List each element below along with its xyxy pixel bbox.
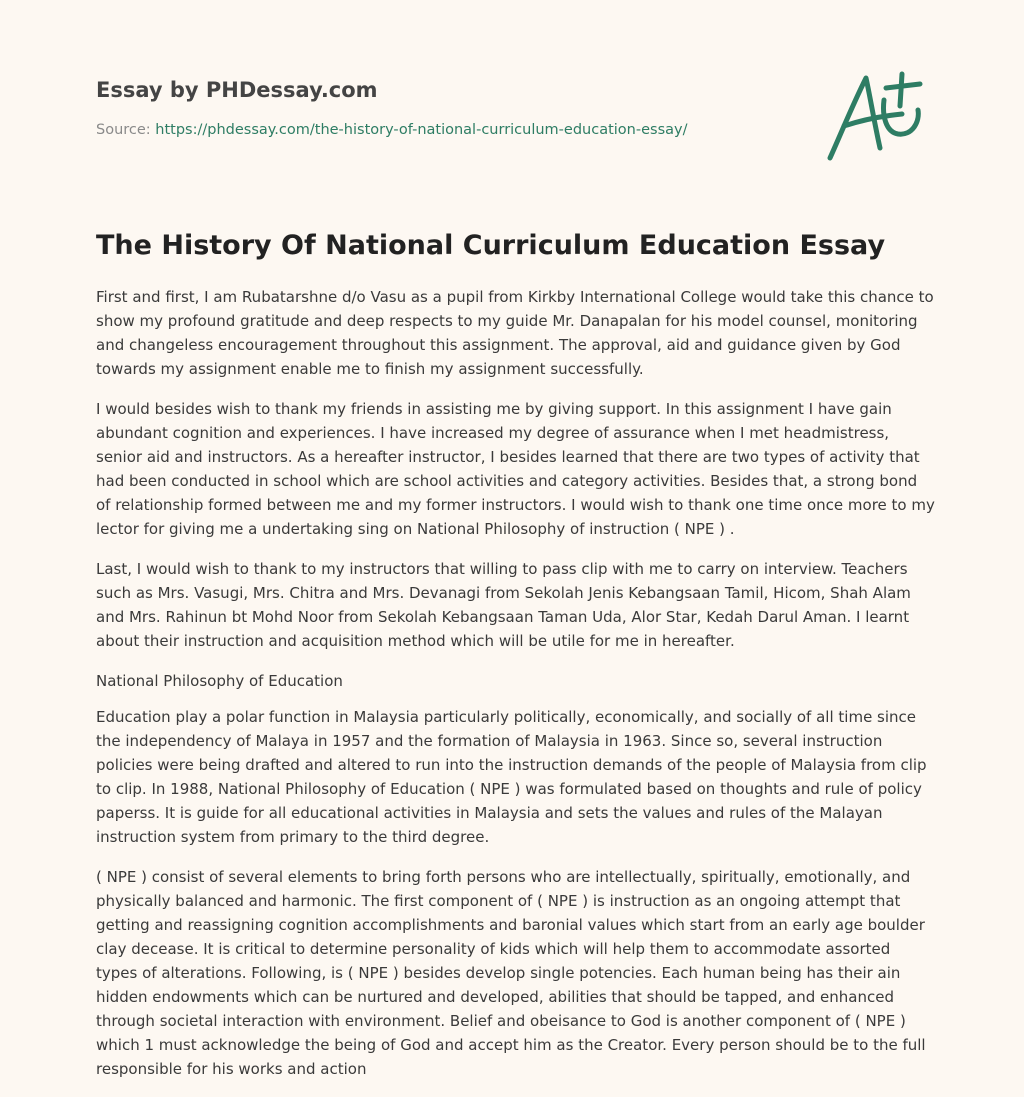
source-label: Source: xyxy=(96,122,151,138)
brand-title: Essay by PHDessay.com xyxy=(96,78,378,102)
essay-body xyxy=(96,285,936,1097)
paragraph: Last, I would wish to thank to my instructors that willing to pass clip with me to carry on interview. Teachers such as Mrs. Vasugi, Mrs. Chitra and Mrs. Devanagi from Sekolah Jenis Kebangsaan Tamil, Hicom, Shah Alam and Mrs. Rahinun bt Mohd Noor from Sekolah Kebangsaan Taman Uda, Alor Star, Kedah Darul Aman. I learnt about their instruction and acquisition method which will be utile for me in hereafter. xyxy=(96,560,911,650)
a-plus-logo-icon xyxy=(822,66,926,164)
paragraph: First and first, I am Rubatarshne d/o Vasu as a pupil from Kirkby International College would take this chance to show my profound gratitude and deep respects to my guide Mr. Danapalan for his model counsel, monitoring and changeless encouragement throughout this assignment. The approval, aid and guidance given by God towards my assignment enable me to finish my assignment successfully. xyxy=(96,288,934,378)
essay-title: The History Of National Curriculum Education Essay xyxy=(96,230,886,261)
section-heading: National Philosophy of Education xyxy=(96,672,343,690)
source-line xyxy=(96,122,936,138)
paragraph: Education play a polar function in Malaysia particularly politically, economically, and socially of all time since the independency of Malaya in 1957 and the formation of Malaysia in 1963. Since so, several instruction policies were being drafted and altered to run into the instruction demands of the people of Malaysia from clip to clip. In 1988, National Philosophy of Education ( NPE ) was formulated based on thoughts and rule of policy paperss. It is guide for all educational activities in Malaysia and sets the values and rules of the Malayan instruction system from primary to the third degree. xyxy=(96,708,927,846)
paragraph: ( NPE ) consist of several elements to bring forth persons who are intellectually, spiritually, emotionally, and physically balanced and harmonic. The first component of ( NPE ) is instruction as an ongoing attempt that getting and reassigning cognition accomplishments and baronial values which start from an early age boulder clay decease. It is critical to determine personality of kids which will help them to accommodate assorted types of alterations. Following, is ( NPE ) besides develop single potencies. Each human being has their ain hidden endowments which can be nurtured and developed, abilities that should be tapped, and enhanced through societal interaction with environment. Belief and obeisance to God is another component of ( NPE ) which 1 must acknowledge the being of God and accept him as the Creator. Every person should be to the full responsible for his works and action xyxy=(96,868,926,1078)
site-header xyxy=(96,72,936,138)
source-link[interactable]: https://phdessay.com/the-history-of-national-curriculum-education-essay/ xyxy=(155,122,688,138)
paragraph: I would besides wish to thank my friends in assisting me by giving support. In this assignment I have gain abundant cognition and experiences. I have increased my degree of assurance when I met headmistress, senior aid and instructors. As a hereafter instructor, I besides learned that there are two types of activity that had been conducted in school which are school activities and category activities. Besides that, a strong bond of relationship formed between me and my former instructors. I would wish to thank one time once more to my lector for giving me a undertaking sing on National Philosophy of instruction ( NPE ) . xyxy=(96,400,935,538)
